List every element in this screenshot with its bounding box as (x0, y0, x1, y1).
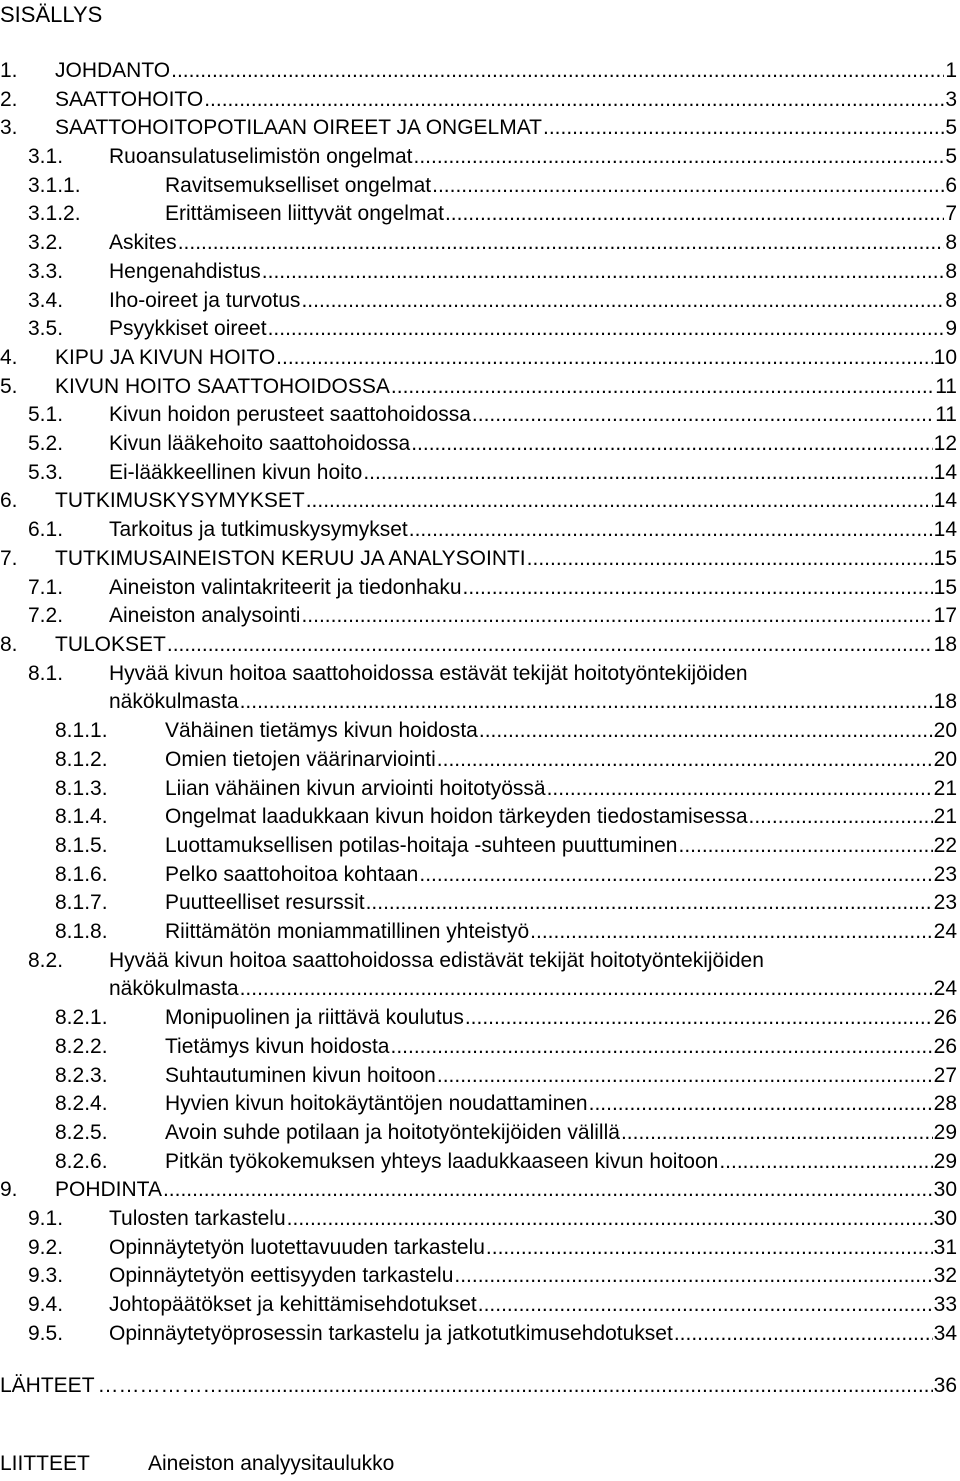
toc-entry-number: 8.1.1. (55, 719, 108, 742)
toc-entry-number: 9.5. (28, 1322, 64, 1345)
toc-entry-text: Tietämys kivun hoidosta (165, 1035, 390, 1058)
toc-entry[interactable] (0, 632, 960, 658)
toc-entry-number: 7.2. (28, 604, 64, 627)
toc-entry-text: POHDINTA (55, 1178, 162, 1201)
toc-leader-dots (301, 603, 932, 629)
toc-entry[interactable] (0, 1091, 960, 1117)
toc-entry-text: Tarkoitus ja tutkimuskysymykset (109, 518, 408, 541)
toc-entry-page: 27 (933, 1064, 957, 1087)
toc-entry-number: 8. (0, 633, 18, 656)
toc-entry[interactable] (0, 575, 960, 601)
toc-entry-text: Erittämiseen liittyvät ongelmat (165, 202, 444, 225)
appendix-description: Aineiston analyysitaulukko (148, 1452, 395, 1475)
toc-entry[interactable] (0, 776, 960, 802)
toc-entry-page: 7 (945, 202, 957, 225)
toc-entry-text: Hengenahdistus (109, 260, 261, 283)
toc-entry[interactable] (0, 201, 960, 227)
toc-leader-dots (240, 976, 933, 1002)
toc-entry-number: 8.2.3. (55, 1064, 108, 1087)
toc-entry-number: 6. (0, 489, 18, 512)
toc-leader-dots (366, 890, 933, 916)
toc-entry-text: Hyvää kivun hoitoa saattohoidossa estävät tekijät hoitotyöntekijöiden (109, 662, 748, 685)
toc-leader-dots (530, 919, 932, 945)
toc-entry-number: 8.1.5. (55, 834, 108, 857)
toc-entry-page: 34 (933, 1322, 957, 1345)
toc-entry-page: 20 (933, 748, 957, 771)
toc-entry-number: 8.1.8. (55, 920, 108, 943)
toc-entry[interactable] (0, 1063, 960, 1089)
toc-entry[interactable] (0, 1206, 960, 1232)
toc-entry-page: 15 (933, 547, 957, 570)
toc-entry-page: 36 (933, 1374, 957, 1397)
toc-leader-dots (486, 1235, 933, 1261)
toc-leader-dots (465, 1005, 933, 1031)
toc-entry-number: 5.1. (28, 403, 64, 426)
toc-entry-number: 8.2.5. (55, 1121, 108, 1144)
toc-entry-text: Kivun lääkehoito saattohoidossa (109, 432, 411, 455)
toc-entry[interactable] (0, 833, 960, 859)
toc-entry-number: 8.2.2. (55, 1035, 108, 1058)
toc-leader-dots (411, 431, 932, 457)
toc-entry-page: 14 (933, 489, 957, 512)
toc-entry-page: 28 (933, 1092, 957, 1115)
toc-entry-text: Suhtautuminen kivun hoitoon (165, 1064, 436, 1087)
toc-leader-dots (479, 718, 933, 744)
toc-leader-dots (547, 776, 933, 802)
toc-entry-text: Avoin suhde potilaan ja hoitotyöntekijöiden välillä (165, 1121, 620, 1144)
toc-entry[interactable] (0, 230, 960, 256)
toc-entry-page: 14 (933, 518, 957, 541)
toc-entry-page: 30 (933, 1178, 957, 1201)
toc-entry-number: 7.1. (28, 576, 64, 599)
toc-entry-number: 9.1. (28, 1207, 64, 1230)
toc-entry-number: 8.2.4. (55, 1092, 108, 1115)
toc-leader-dots (167, 632, 933, 658)
toc-entry-text: Monipuolinen ja riittävä koulutus (165, 1006, 464, 1029)
toc-leader-dots (674, 1321, 933, 1347)
page-title: SISÄLLYS (0, 2, 103, 27)
toc-entry-page: 9 (945, 317, 957, 340)
toc-leader-dots (306, 488, 933, 514)
toc-entry[interactable] (0, 87, 960, 113)
toc-entry-page: 26 (933, 1035, 957, 1058)
toc-entry-number: 5. (0, 375, 18, 398)
toc-entry-text: TUTKIMUSAINEISTON KERUU JA ANALYSOINTI (55, 547, 526, 570)
toc-leader-dots (276, 345, 932, 371)
toc-entry-page: 14 (933, 461, 957, 484)
toc-leader-dots (463, 575, 933, 601)
toc-entry-page: 24 (933, 977, 957, 1000)
toc-entry-number: 9. (0, 1178, 18, 1201)
toc-leader-dots (171, 58, 944, 84)
toc-entry-text: Vähäinen tietämys kivun hoidosta (165, 719, 478, 742)
toc-entry-continuation[interactable] (0, 976, 960, 1002)
toc-leader-dots (287, 1206, 933, 1232)
toc-leader-dots (391, 374, 934, 400)
toc-entry[interactable] (0, 1034, 960, 1060)
toc-entry-text: Askites (109, 231, 177, 254)
toc-entry-text: Aineiston valintakriteerit ja tiedonhaku (109, 576, 462, 599)
toc-entry-number: 6.1. (28, 518, 64, 541)
toc-entry[interactable] (0, 804, 960, 830)
toc-entry-page: 29 (933, 1121, 957, 1144)
toc-entry-number: 9.3. (28, 1264, 64, 1287)
toc-entry-number: 8.1.4. (55, 805, 108, 828)
toc-entry[interactable] (0, 374, 960, 400)
toc-entry[interactable] (0, 259, 960, 285)
toc-entry-page: 11 (935, 375, 957, 398)
toc-entry-number: 9.2. (28, 1236, 64, 1259)
toc-entry-text: Hyvää kivun hoitoa saattohoidossa edistävät tekijät hoitotyöntekijöiden (109, 949, 764, 972)
appendix-label: LIITTEET (0, 1452, 90, 1475)
toc-entry[interactable] (0, 747, 960, 773)
toc-entry-page: 18 (933, 690, 957, 713)
toc-leader-dots (224, 1373, 933, 1399)
toc-entry-page: 8 (945, 289, 957, 312)
toc-entry[interactable] (0, 345, 960, 371)
toc-entry-page: 3 (945, 88, 957, 111)
toc-entry[interactable] (0, 316, 960, 342)
toc-entry[interactable] (0, 919, 960, 945)
toc-entry[interactable] (0, 1149, 960, 1175)
toc-entry-page: 23 (933, 891, 957, 914)
toc-leader-dots (240, 689, 933, 715)
toc-entry-text: Riittämätön moniammatillinen yhteistyö (165, 920, 530, 943)
toc-entry-number: 7. (0, 547, 18, 570)
toc-leader-dots (409, 517, 933, 543)
toc-leader-dots (301, 288, 944, 314)
toc-entry[interactable] (0, 546, 960, 572)
toc-entry-page: 5 (945, 145, 957, 168)
toc-entry-page: 22 (933, 834, 957, 857)
toc-entry[interactable] (0, 460, 960, 486)
toc-entry-text: KIVUN HOITO SAATTOHOIDOSSA (55, 375, 390, 398)
toc-entry-text: Ei-lääkkeellinen kivun hoito (109, 461, 363, 484)
toc-leader-dots (472, 402, 934, 428)
toc-leader-dots (719, 1149, 932, 1175)
toc-entry-page: 17 (933, 604, 957, 627)
toc-entry-text: Pitkän työkokemuksen yhteys laadukkaaseen kivun hoitoon (165, 1150, 719, 1173)
toc-entry-text: JOHDANTO (55, 59, 171, 82)
toc-entry-page: 15 (933, 576, 957, 599)
toc-entry[interactable] (0, 1235, 960, 1261)
toc-leader-dots (268, 316, 945, 342)
toc-entry-page: 30 (933, 1207, 957, 1230)
toc-leader-dots (178, 230, 945, 256)
toc-leader-dots (454, 1263, 932, 1289)
toc-leader-dots (749, 804, 933, 830)
toc-entry-number: 1. (0, 59, 18, 82)
toc-entry-text: Puutteelliset resurssit (165, 891, 365, 914)
toc-entry-number: 3.3. (28, 260, 64, 283)
toc-leader-dots (678, 833, 932, 859)
toc-entry-number: 3.1. (28, 145, 64, 168)
toc-entry-number: 3.1.1. (28, 174, 81, 197)
toc-entry-number: 8.2.1. (55, 1006, 108, 1029)
toc-entry-text: SAATTOHOITO (55, 88, 204, 111)
toc-entry[interactable] (0, 890, 960, 916)
toc-leader-dots (589, 1091, 933, 1117)
toc-leader-dots (163, 1177, 933, 1203)
toc-entry[interactable] (0, 1321, 960, 1347)
toc-entry-page: 6 (945, 174, 957, 197)
toc-entry-page: 8 (945, 231, 957, 254)
toc-entry-number: 3.4. (28, 289, 64, 312)
toc-entry-text: Ravitsemukselliset ongelmat (165, 174, 432, 197)
toc-entry-number: 2. (0, 88, 18, 111)
toc-entry-number: 3. (0, 116, 18, 139)
toc-leader-dots (432, 173, 944, 199)
toc-entry[interactable] (0, 115, 960, 141)
toc-entry-number: 8.1.7. (55, 891, 108, 914)
toc-leader-dots (437, 1063, 933, 1089)
toc-entry-number: 3.2. (28, 231, 64, 254)
toc-entry-text: Omien tietojen väärinarviointi (165, 748, 436, 771)
toc-leader-dots (527, 546, 933, 572)
toc-entry-number: 8.2.6. (55, 1150, 108, 1173)
toc-entry-page: 33 (933, 1293, 957, 1316)
toc-entry-text: Opinnäytetyön eettisyyden tarkastelu (109, 1264, 454, 1287)
toc-entry-text-continued: näkökulmasta (109, 690, 239, 713)
toc-entry[interactable] (0, 1263, 960, 1289)
toc-entry-text: LÄHTEET (0, 1374, 95, 1397)
toc-entry-page: 29 (933, 1150, 957, 1173)
toc-entry-text: Ruoansulatuselimistön ongelmat (109, 145, 413, 168)
toc-entry[interactable] (0, 58, 960, 84)
toc-entry-page: 26 (933, 1006, 957, 1029)
toc-entry-text: Ongelmat laadukkaan kivun hoidon tärkeyden tiedostamisessa (165, 805, 748, 828)
toc-entry-number: 8.1.3. (55, 777, 108, 800)
toc-leader-dots (437, 747, 933, 773)
toc-entry-number: 5.3. (28, 461, 64, 484)
toc-entry[interactable] (0, 862, 960, 888)
toc-entry-page: 8 (945, 260, 957, 283)
toc-entry-page: 21 (933, 777, 957, 800)
toc-entry[interactable] (0, 431, 960, 457)
toc-entry-page: 32 (933, 1264, 957, 1287)
toc-entry-page: 1 (945, 59, 957, 82)
toc-entry-text: Hyvien kivun hoitokäytäntöjen noudattaminen (165, 1092, 588, 1115)
toc-entry[interactable] (0, 1177, 960, 1203)
toc-entry-number: 3.5. (28, 317, 64, 340)
toc-entry-number: 4. (0, 346, 18, 369)
toc-entry-page: 24 (933, 920, 957, 943)
toc-entry[interactable] (0, 718, 960, 744)
toc-entry-number: 8.2. (28, 949, 64, 972)
toc-entry-text: TUTKIMUSKYSYMYKSET (55, 489, 305, 512)
toc-entry-page: 10 (933, 346, 957, 369)
toc-leader-dots (204, 87, 944, 113)
toc-entry-number: 8.1.6. (55, 863, 108, 886)
toc-entry-text: Psyykkiset oireet (109, 317, 267, 340)
toc-entry-page: 12 (933, 432, 957, 455)
toc-entry-text-continued: näkökulmasta (109, 977, 239, 1000)
toc-entry-text: TULOKSET (55, 633, 166, 656)
toc-entry[interactable] (0, 402, 960, 428)
toc-entry-number: 5.2. (28, 432, 64, 455)
toc-leader-dots (419, 862, 932, 888)
toc-entry-text: Liian vähäinen kivun arviointi hoitotyössä (165, 777, 546, 800)
toc-leader-dots (262, 259, 945, 285)
toc-entry[interactable] (0, 517, 960, 543)
toc-entry-number: 9.4. (28, 1293, 64, 1316)
toc-entry-number: 8.1.2. (55, 748, 108, 771)
toc-entry-page: 23 (933, 863, 957, 886)
toc-entry-text: KIPU JA KIVUN HOITO (55, 346, 276, 369)
toc-entry-continuation[interactable] (0, 689, 960, 715)
toc-entry-text: Iho-oireet ja turvotus (109, 289, 301, 312)
toc-entry[interactable] (0, 603, 960, 629)
toc-leader-dots (363, 460, 932, 486)
toc-entry-text: Aineiston analysointi (109, 604, 301, 627)
toc-entry-fill: ……………… (97, 1374, 224, 1397)
toc-entry-page: 31 (933, 1236, 957, 1259)
toc-entry-number: 3.1.2. (28, 202, 81, 225)
toc-entry[interactable] (0, 948, 960, 974)
toc-entry[interactable] (0, 288, 960, 314)
toc-entry[interactable] (0, 1120, 960, 1146)
toc-entry-page: 5 (945, 116, 957, 139)
toc-leader-dots (445, 201, 944, 227)
toc-entry[interactable] (0, 144, 960, 170)
toc-entry[interactable] (0, 488, 960, 514)
toc-leader-dots (621, 1120, 933, 1146)
toc-entry-page: 11 (935, 403, 957, 426)
toc-entry-page: 18 (933, 633, 957, 656)
toc-entry-number: 8.1. (28, 662, 64, 685)
toc-entry-page: 21 (933, 805, 957, 828)
toc-entry[interactable] (0, 173, 960, 199)
toc-entry-text: Tulosten tarkastelu (109, 1207, 286, 1230)
toc-leader-dots (414, 144, 945, 170)
toc-leader-dots (543, 115, 944, 141)
toc-entry[interactable] (0, 661, 960, 687)
toc-entry-text: Kivun hoidon perusteet saattohoidossa (109, 403, 471, 426)
toc-entry-text: Opinnäytetyön luotettavuuden tarkastelu (109, 1236, 485, 1259)
toc-leader-dots (478, 1292, 933, 1318)
toc-entry-references[interactable] (0, 1373, 960, 1399)
toc-entry-text: Opinnäytetyöprosessin tarkastelu ja jatkotutkimusehdotukset (109, 1322, 673, 1345)
toc-entry[interactable] (0, 1005, 960, 1031)
toc-entry-page: 20 (933, 719, 957, 742)
toc-entry-text: Pelko saattohoitoa kohtaan (165, 863, 419, 886)
toc-entry-text: SAATTOHOITOPOTILAAN OIREET JA ONGELMAT (55, 116, 542, 139)
toc-entry-text: Johtopäätökset ja kehittämisehdotukset (109, 1293, 477, 1316)
toc-leader-dots (391, 1034, 933, 1060)
toc-entry[interactable] (0, 1292, 960, 1318)
toc-entry-text: Luottamuksellisen potilas-hoitaja -suhteen puuttuminen (165, 834, 678, 857)
